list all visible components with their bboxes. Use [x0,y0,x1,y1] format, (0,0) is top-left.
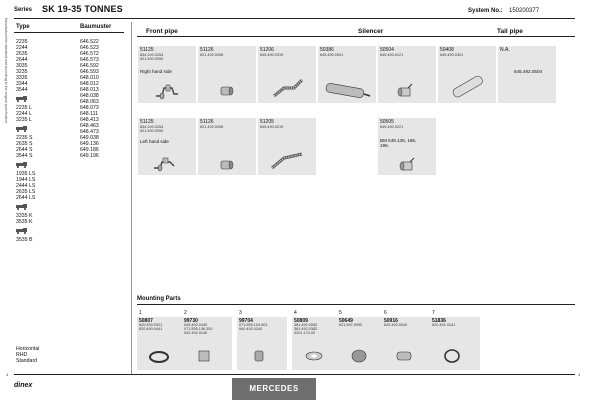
vehicle-group-divider [16,123,76,135]
baumuster-item: 648.013 [80,87,99,93]
mounting-rule [137,304,575,305]
type-list [16,39,76,243]
baumuster-item: 646.593 [80,69,99,75]
part-card[interactable] [378,46,436,103]
bracket-icon [196,347,212,365]
part-card[interactable] [258,46,316,103]
vehicle-group-divider [16,159,76,171]
part-numbers: 645.490.0319 [260,53,284,57]
type-item: 2244 L [16,111,32,117]
baumuster-item: 648.463 [80,123,99,129]
brand-label: MERCEDES [232,378,316,400]
series-value: SK 19-35 TONNES [42,4,123,14]
type-item: 2235 L [16,105,32,111]
mounting-part-box [182,317,232,370]
baumuster-header: Baumuster [80,24,112,30]
type-item: 2644 S [16,147,33,153]
system-number-label: System No.: [468,8,503,14]
part-numbers: 621.492.0008 [200,125,224,129]
mounting-part-card[interactable] [430,310,480,370]
part-card[interactable] [198,118,256,175]
baumuster-item: 646.522 [80,39,99,45]
part-code: 51125 [140,119,154,125]
type-item: 3035 [16,63,28,69]
type-item: 3335 K [16,213,33,219]
baumuster-item: 646.592 [80,63,99,69]
mounting-part-index: 7 [432,310,435,316]
type-header: Type [16,24,30,30]
part-code: 50408 [440,47,454,53]
type-item: 3344 [16,81,28,87]
legend-horizontal: Horizontal [16,346,40,352]
type-item: 3335 [16,75,28,81]
type-item: 2444 LS [16,183,36,189]
baumuster-item: 648.010 [80,75,99,81]
mounting-part-card[interactable] [182,310,232,370]
front-pipe-icon [154,82,180,100]
clamp-ring-icon [147,349,171,365]
part-numbers: 834.100.0254 621.490.0090 [140,125,164,134]
hanger-icon [251,347,267,365]
part-code: 50504 [380,47,394,53]
mounting-part-numbers: 645.492.0440 071.555.136.300 942.492.0140 [184,323,213,336]
part-card[interactable] [138,118,196,175]
legend-rhd: RHD [16,352,28,358]
part-note: Right hand side [140,69,172,74]
part-numbers: 621.492.0008 [200,53,224,57]
part-code: 51125 [140,47,154,53]
footer-rule [14,374,575,375]
legend-standard: Standard [16,358,38,364]
baumuster-item: 648.063 [80,99,99,105]
pipe-segment-icon [396,82,416,100]
part-numbers: 834.100.0254 621.490.0090 [140,53,164,62]
baumuster-item: 648.111 [80,111,98,117]
type-header-rule [14,32,124,33]
vehicle-group-divider [16,225,76,237]
type-item: 3235 L [16,117,32,123]
baumuster-item: 646.573 [80,57,99,63]
mounting-part-index: 5 [339,310,342,316]
type-item: 2644 [16,57,28,63]
page-number-left: 1 [6,372,9,377]
type-item: 3535 K [16,219,33,225]
mounting-part-box [292,317,342,370]
truck-icon [16,204,28,210]
long-silencer-icon [448,72,488,102]
type-item: 3544 [16,87,28,93]
clamp-icon [218,84,236,98]
type-item: 1944 LS [16,177,36,183]
truck-icon [16,96,28,102]
section-tail-pipe: Tail pipe [497,28,523,35]
mounting-part-numbers: 621.997.0090 [339,323,363,327]
part-note: 645.492.0504 [514,69,543,74]
section-rule [137,36,575,37]
type-item: 2235 [16,39,28,45]
type-item: 2244 [16,45,28,51]
mounting-part-card[interactable] [292,310,342,370]
part-numbers: 645.490.0301 [440,53,464,57]
vehicle-group-divider [16,93,76,105]
mounting-part-index: 6 [384,310,387,316]
mounting-part-index: 4 [294,310,297,316]
flex-pipe-icon [268,148,308,172]
mounting-part-box [337,317,387,370]
silencer-icon [322,80,372,100]
part-code: 50505 [380,119,394,125]
type-item: 3544 S [16,153,33,159]
type-item: 3235 [16,69,28,75]
part-card[interactable] [318,46,376,103]
baumuster-item: 649.038 [80,135,99,141]
part-note: BM 649.136, 186, 196. [380,138,417,148]
mounting-part-numbers: 620.491.0141 [432,323,456,327]
part-card[interactable] [498,46,556,103]
mounting-part-numbers: 625.492.0040 [384,323,408,327]
part-card[interactable] [198,46,256,103]
mounting-part-code: 50807 [139,318,153,324]
mounting-part-numbers: 381.492.0082 381.492.0382 0201.170.00 [294,323,318,336]
part-card[interactable] [258,118,316,175]
column-divider [131,22,132,374]
truck-icon [16,162,28,168]
mounting-part-card[interactable] [237,310,287,370]
type-item: 3535 B [16,237,33,243]
clamp-icon [218,158,236,172]
truck-icon [16,126,28,132]
mounting-parts-title: Mounting Parts [137,296,181,302]
part-code: 50386 [320,47,334,53]
type-item: 2635 S [16,141,33,147]
baumuster-item: 649.196 [80,153,99,159]
type-item: 2635 [16,51,28,57]
section-silencer: Silencer [358,28,384,35]
header-rule [14,18,575,19]
mounting-part-card[interactable] [382,310,432,370]
mounting-part-code: 99730 [184,318,198,324]
series-label: Series [14,7,33,13]
baumuster-item: 648.473 [80,129,99,135]
type-item: 2635 LS [16,189,36,195]
front-pipe-icon [152,156,178,174]
pipe-segment-icon [398,156,418,174]
part-card[interactable] [138,46,196,103]
part-code: 51205 [260,119,274,125]
mounting-part-index: 1 [139,310,142,316]
baumuster-item: 646.572 [80,51,99,57]
baumuster-item: 649.136 [80,141,99,147]
mounting-part-card[interactable] [337,310,387,370]
dinex-logo: dinex [14,382,33,389]
baumuster-item: 648.012 [80,81,99,87]
mounting-part-code: 50649 [339,318,353,324]
mounting-part-code: 99704 [239,318,253,324]
mounting-part-code: 50916 [384,318,398,324]
part-code: N.A. [498,46,556,103]
part-numbers: 645.490.0001 [320,53,344,57]
baumuster-item: 648.413 [80,117,99,123]
mounting-part-box [237,317,287,370]
part-code: 51126 [200,119,214,125]
mounting-part-box [430,317,480,370]
mounting-part-code: 50809 [294,318,308,324]
part-numbers: 645.490.0221 [380,125,404,129]
mounting-part-numbers: 620.490.0321 620.490.0441 [139,323,163,332]
part-note: Left hand side [140,139,169,144]
rubber-mount-icon [349,347,369,365]
sleeve-icon [394,347,414,365]
mounting-part-box [137,317,187,370]
page-number-right: 1 [578,372,581,377]
type-item: 2644 LS [16,195,36,201]
baumuster-item: 648.073 [80,105,99,111]
system-number-value: 150200377 [509,8,540,14]
flange-icon [442,347,462,365]
side-note: Manufactured to standard and according to the original specification [4,18,8,124]
baumuster-item: 648.038 [80,93,99,99]
baumuster-list [80,39,120,159]
mounting-part-index: 3 [239,310,242,316]
truck-icon [16,228,28,234]
part-numbers: 645.490.0121 [380,53,404,57]
part-code: 51206 [260,47,274,53]
section-front-pipe: Front pipe [146,28,178,35]
mounting-part-numbers: 071.555.104.501 940.492.0240 [239,323,268,332]
flex-pipe-icon [270,76,306,100]
vehicle-group-divider [16,201,76,213]
legend [16,346,39,364]
baumuster-item: 649.186 [80,147,99,153]
gasket-icon [304,349,324,363]
baumuster-item: 646.523 [80,45,99,51]
type-item: 2235 S [16,135,33,141]
mounting-part-card[interactable] [137,310,187,370]
mounting-part-code: 51836 [432,318,446,324]
part-card[interactable] [378,118,436,175]
part-code: 51126 [200,47,214,53]
part-numbers: 645.490.0219 [260,125,284,129]
part-card[interactable] [438,46,496,103]
type-item: 1935 LS [16,171,36,177]
mounting-part-box [382,317,432,370]
mounting-part-index: 2 [184,310,187,316]
